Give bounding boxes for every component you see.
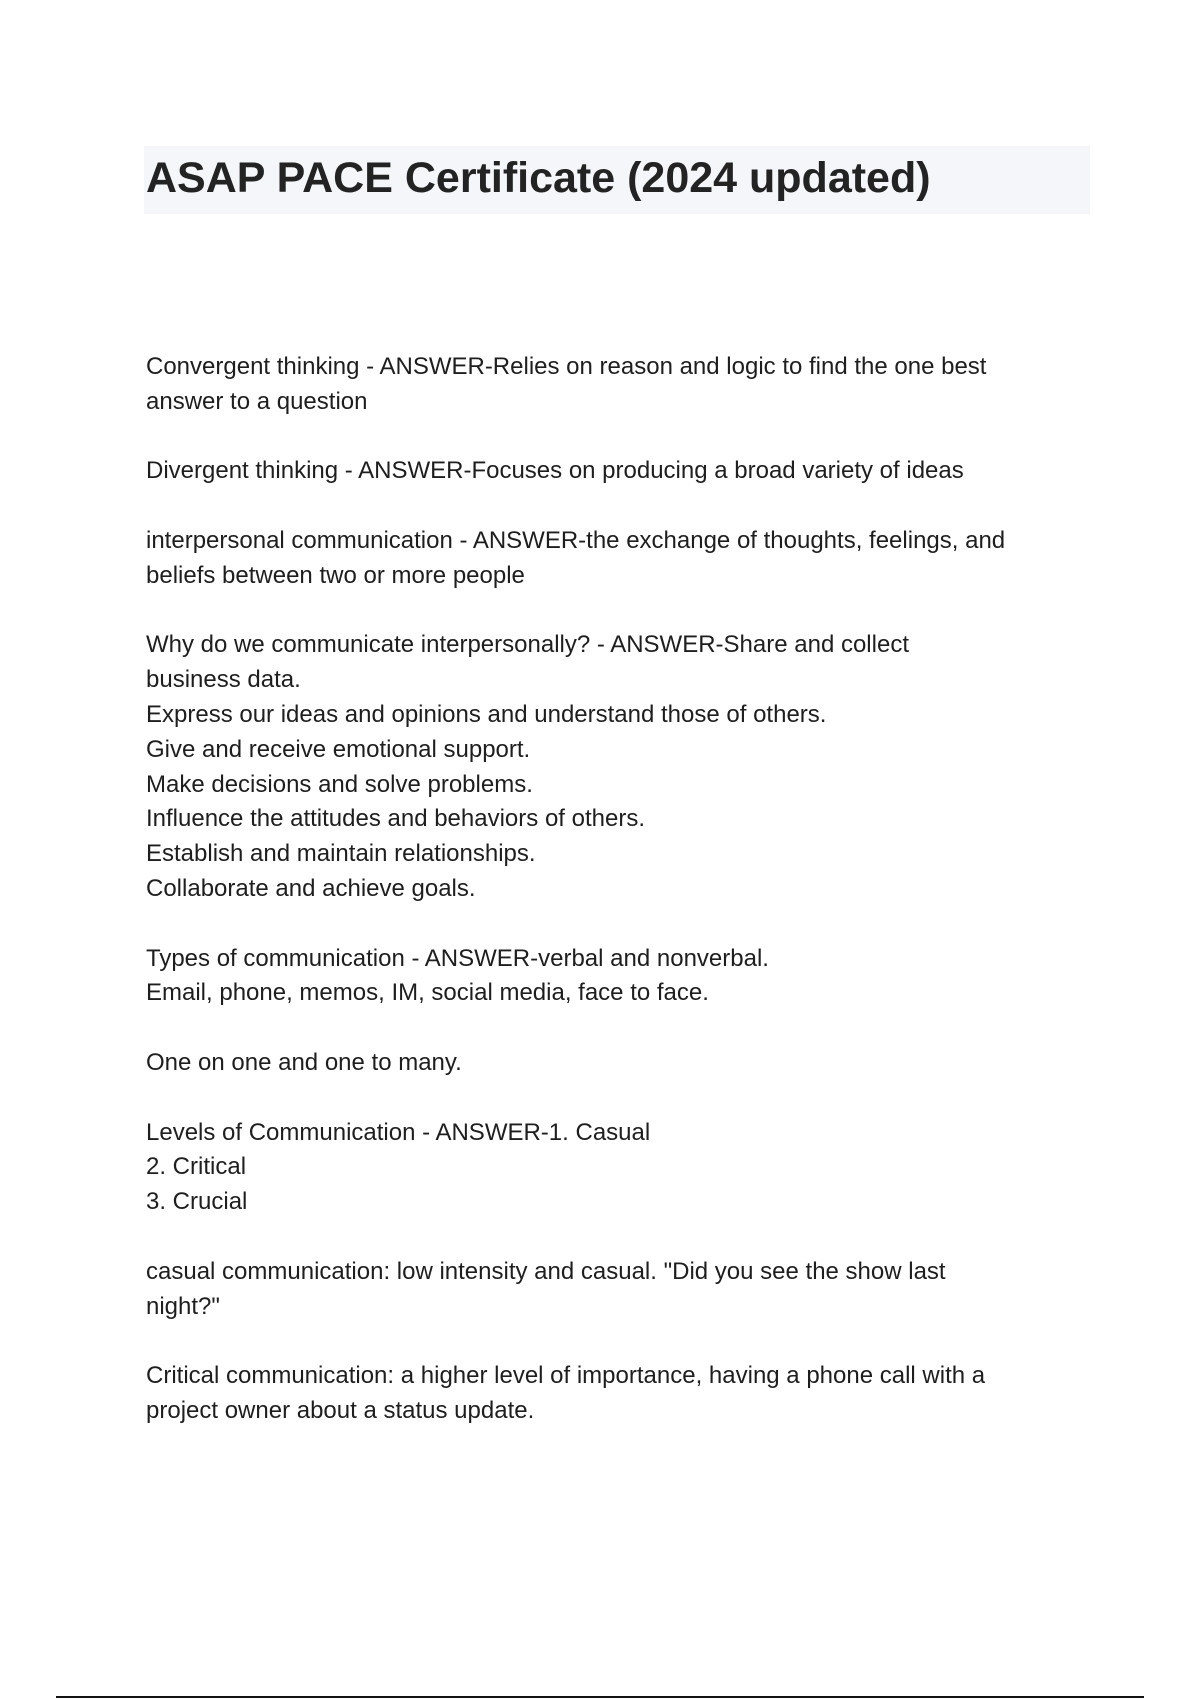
text-line: beliefs between two or more people: [146, 561, 525, 589]
text-line: interpersonal communication - ANSWER-the exchange of thoughts, feelings, and: [146, 526, 1006, 554]
text-line: Types of communication - ANSWER-verbal and nonverbal.: [146, 944, 769, 972]
qa-entry-convergent-thinking: [146, 350, 1096, 420]
qa-entry-levels-of-communication: [146, 1116, 1096, 1220]
text-line: 2. Critical: [146, 1153, 247, 1181]
text-paragraph: [146, 1046, 1096, 1081]
text-line: Influence the attitudes and behaviors of others.: [146, 805, 645, 833]
document-body: [146, 350, 1096, 1464]
qa-entry-divergent-thinking: [146, 454, 1096, 489]
text-line: Make decisions and solve problems.: [146, 770, 533, 798]
page-title: ASAP PACE Certificate (2024 updated): [146, 154, 931, 202]
text-line: night?": [146, 1292, 220, 1320]
text-line: Establish and maintain relationships.: [146, 840, 536, 868]
text-line: Levels of Communication - ANSWER-1. Casual: [146, 1118, 651, 1146]
page-bottom-divider: [56, 1696, 1144, 1698]
text-line: business data.: [146, 666, 301, 694]
text-line: One on one and one to many.: [146, 1048, 462, 1076]
text-line: Collaborate and achieve goals.: [146, 874, 476, 902]
text-line: answer to a question: [146, 387, 368, 415]
text-line: casual communication: low intensity and casual. "Did you see the show last: [146, 1257, 946, 1285]
text-line: Divergent thinking - ANSWER-Focuses on producing a broad variety of ideas: [146, 457, 964, 485]
text-line: Give and receive emotional support.: [146, 735, 531, 763]
qa-entry-interpersonal-communication: [146, 524, 1096, 594]
text-line: project owner about a status update.: [146, 1396, 535, 1424]
text-line: Convergent thinking - ANSWER-Relies on reason and logic to find the one best: [146, 353, 987, 380]
qa-entry-why-communicate: [146, 628, 1096, 906]
text-paragraph-critical-communication: [146, 1359, 1096, 1429]
text-line: Why do we communicate interpersonally? - ANSWER-Share and collect: [146, 631, 909, 659]
text-paragraph-casual-communication: [146, 1255, 1096, 1325]
text-line: Email, phone, memos, IM, social media, face to face.: [146, 979, 709, 1007]
text-line: 3. Crucial: [146, 1188, 248, 1216]
text-line: Express our ideas and opinions and understand those of others.: [146, 700, 827, 728]
qa-entry-types-of-communication: [146, 942, 1096, 1012]
text-line: Critical communication: a higher level of importance, having a phone call with a: [146, 1362, 986, 1390]
